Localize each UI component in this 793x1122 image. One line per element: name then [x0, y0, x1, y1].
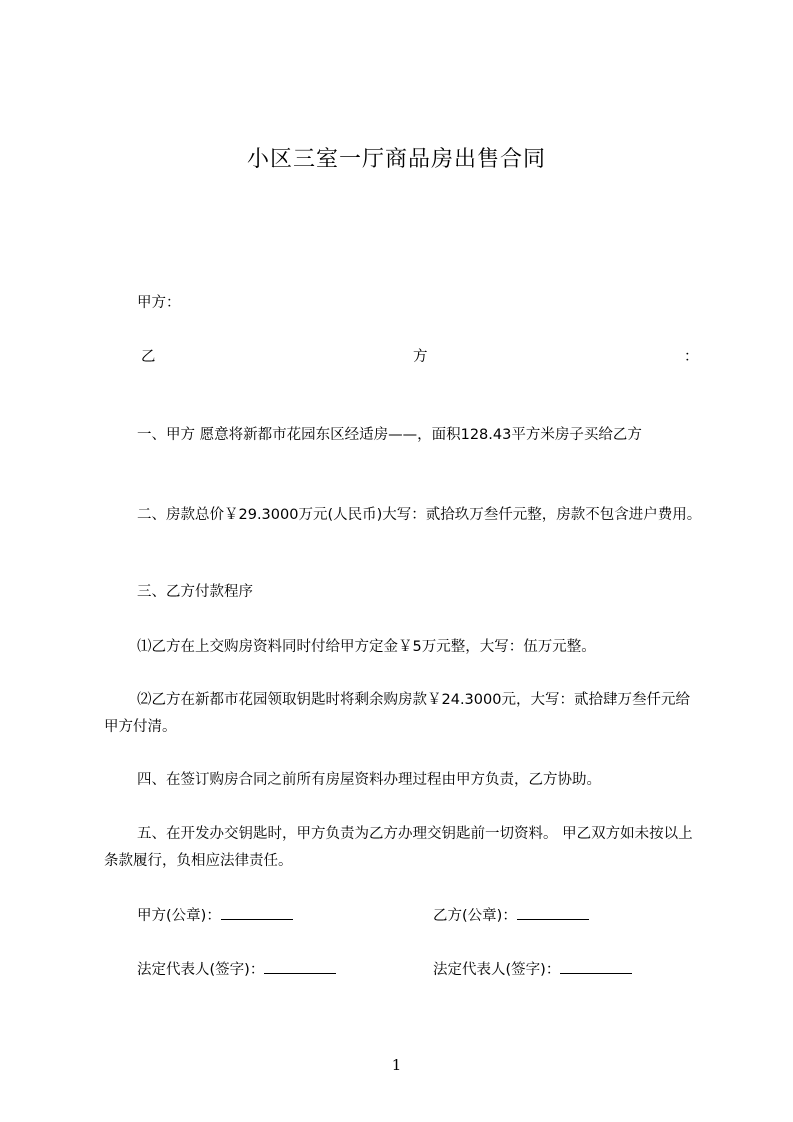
party-b-char-1: 乙	[141, 349, 156, 365]
clause-2: 二、房款总价￥29.3000万元(人民币)大写：贰拾玖万叁仟元整，房款不包含进户费用。	[137, 507, 702, 523]
party-b-seal-line	[433, 904, 589, 925]
clause-4: 四、在签订购房合同之前所有房屋资料办理过程由甲方负责，乙方协助。	[137, 772, 601, 788]
party-b-rep-blank	[560, 959, 632, 974]
party-b-seal-label: 乙方(公章)：	[433, 908, 517, 924]
party-a-rep-blank	[264, 959, 336, 974]
party-b-rep-label: 法定代表人(签字)：	[433, 962, 561, 978]
page-number: 1	[391, 1056, 402, 1074]
party-a-seal-line	[137, 904, 293, 925]
party-b-rep-line	[433, 958, 632, 979]
party-b-colon: ：	[684, 349, 699, 365]
party-b-char-2: 方	[413, 349, 428, 365]
party-a-label: 甲方：	[137, 295, 181, 311]
party-a-rep-label: 法定代表人(签字)：	[137, 962, 265, 978]
party-b-seal-blank	[517, 905, 589, 920]
party-a-seal-label: 甲方(公章)：	[137, 908, 221, 924]
party-a-seal-blank	[221, 905, 293, 920]
clause-3-heading: 三、乙方付款程序	[137, 584, 253, 600]
party-a-rep-line	[137, 958, 336, 979]
page-title: 小区三室一厅商品房出售合同	[246, 147, 546, 172]
clause-3-item-1: ⑴乙方在上交购房资料同时付给甲方定金￥5万元整，大写：伍万元整。	[137, 639, 596, 655]
clause-3-item-2: ⑵乙方在新都市花园领取钥匙时将剩余购房款￥24.3000元，大写：贰拾肆万叁仟元给甲方付清。	[104, 692, 690, 735]
clause-5: 五、在开发办交钥匙时，甲方负责为乙方办理交钥匙前一切资料。 甲乙双方如未按以上条款履行，负相应法律责任。	[104, 826, 693, 869]
clause-1: 一、甲方 愿意将新都市花园东区经适房——，面积128.43平方米房子买给乙方	[137, 427, 642, 443]
